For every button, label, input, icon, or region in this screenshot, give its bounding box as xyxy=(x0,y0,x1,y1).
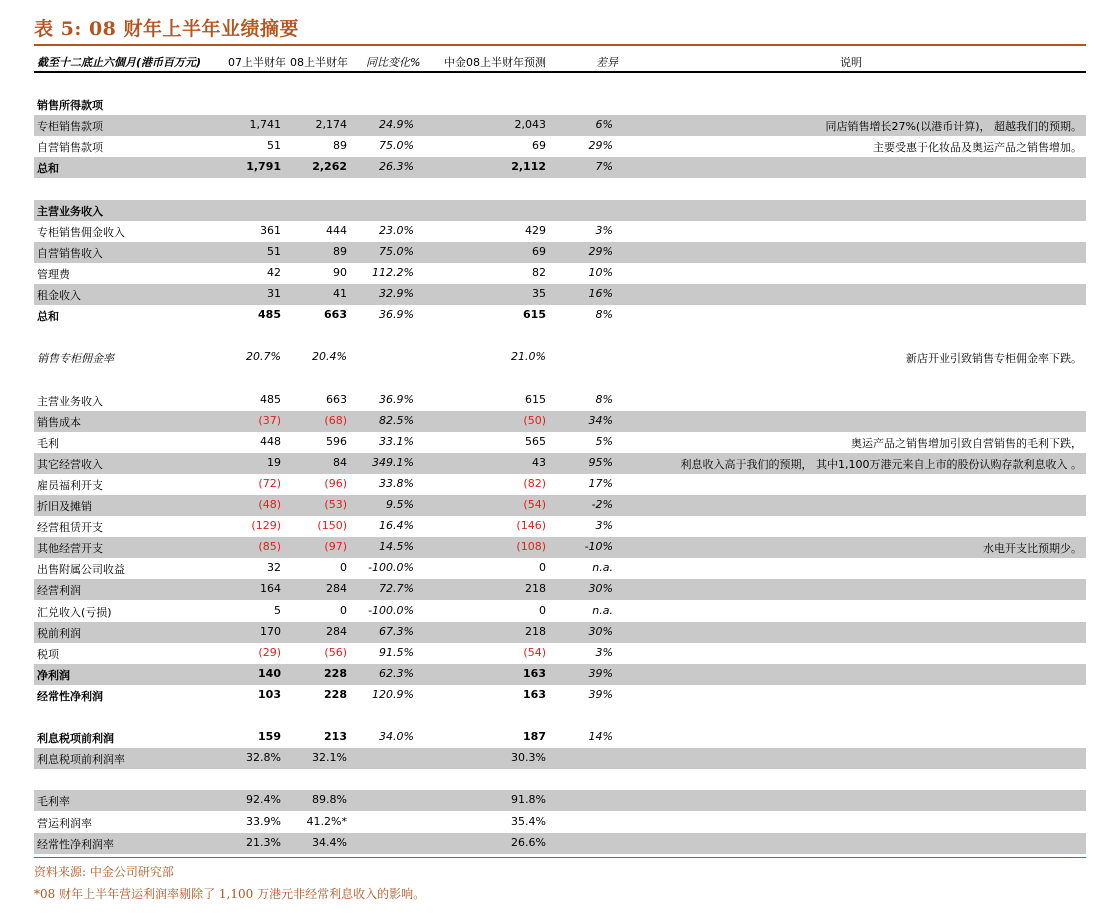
title-rule xyxy=(34,44,1086,46)
yoy-change: -100.0% xyxy=(368,603,414,617)
value-07: 5 xyxy=(274,603,281,617)
value-07: 140 xyxy=(258,666,281,680)
cicc-estimate: 69 xyxy=(532,244,546,258)
difference: 34% xyxy=(588,413,613,427)
row-label: 经常性净利润率 xyxy=(37,837,114,851)
value-07: 51 xyxy=(267,139,281,153)
value-08: 596 xyxy=(326,434,347,448)
header-col-yoy: 同比变化% xyxy=(366,56,421,69)
yoy-change: 9.5% xyxy=(386,498,414,511)
row-label: 毛利率 xyxy=(37,795,70,809)
value-07: 164 xyxy=(260,582,281,596)
table-row xyxy=(34,284,1086,305)
row-label: 经营租赁开支 xyxy=(37,521,103,535)
row-label: 主营业务收入 xyxy=(37,394,103,408)
difference: n.a. xyxy=(592,561,613,575)
table-row xyxy=(34,812,1086,833)
comment: 主要受惠于化妆品及奥运产品之销售增加。 xyxy=(873,141,1082,155)
value-07: 1,791 xyxy=(246,160,281,174)
yoy-change: 91.5% xyxy=(379,645,414,659)
yoy-change: 112.2% xyxy=(372,265,414,279)
value-08: 228 xyxy=(324,666,347,680)
cicc-estimate: 69 xyxy=(532,139,546,153)
cicc-estimate: 91.8% xyxy=(511,793,546,807)
yoy-change: 33.1% xyxy=(379,434,414,448)
yoy-change: 16.4% xyxy=(379,519,414,533)
value-07: 103 xyxy=(258,687,281,701)
row-label: 其他经营开支 xyxy=(37,542,103,556)
cicc-estimate: 615 xyxy=(523,308,546,322)
difference: 29% xyxy=(588,244,613,258)
table-row xyxy=(34,242,1086,263)
cicc-estimate: 0 xyxy=(539,561,546,575)
table-row xyxy=(34,495,1086,516)
spacer-row xyxy=(34,73,1086,94)
row-label: 主营业务收入 xyxy=(37,204,103,218)
cicc-estimate: (50) xyxy=(523,413,546,427)
difference: 6% xyxy=(595,118,613,132)
footnote: *08 财年上半年营运利润率剔除了 1,100 万港元非经常利息收入的影响。 xyxy=(34,887,426,901)
yoy-change: 120.9% xyxy=(372,687,414,701)
value-08: (56) xyxy=(324,645,347,659)
yoy-change: 34.0% xyxy=(379,730,414,744)
header-col-note: 说明 xyxy=(840,56,862,69)
table-row xyxy=(34,263,1086,284)
value-08: 34.4% xyxy=(312,835,347,849)
value-08: 284 xyxy=(326,624,347,638)
cicc-estimate: 0 xyxy=(539,603,546,617)
yoy-change: 14.5% xyxy=(379,540,414,554)
table-row xyxy=(34,453,1086,474)
row-label: 利息税项前利润率 xyxy=(37,753,125,767)
table-header xyxy=(34,50,1086,72)
row-label: 营运利润率 xyxy=(37,816,92,830)
difference: 16% xyxy=(588,287,613,300)
value-07: (37) xyxy=(258,413,281,427)
spacer-row xyxy=(34,326,1086,347)
value-08: 0 xyxy=(340,561,347,575)
difference: n.a. xyxy=(592,603,613,617)
cicc-estimate: 2,043 xyxy=(514,118,546,132)
table-row xyxy=(34,221,1086,242)
value-08: 228 xyxy=(324,687,347,701)
row-label: 汇兑收入(亏损) xyxy=(37,605,112,619)
cicc-estimate: 2,112 xyxy=(511,160,546,174)
row-label: 管理费 xyxy=(37,267,70,281)
value-07: 485 xyxy=(258,308,281,322)
value-07: 32.8% xyxy=(246,751,281,765)
row-label: 总和 xyxy=(37,162,59,176)
difference: 3% xyxy=(595,519,613,533)
table-row xyxy=(34,790,1086,811)
cicc-estimate: 187 xyxy=(523,730,546,744)
yoy-change: 36.9% xyxy=(379,308,414,322)
cicc-estimate: 429 xyxy=(525,223,546,237)
row-label: 销售专柜佣金率 xyxy=(37,352,114,366)
value-08: (150) xyxy=(317,519,347,533)
comment: 新店开业引致销售专柜佣金率下跌。 xyxy=(906,352,1082,366)
value-08: (68) xyxy=(324,413,347,427)
yoy-change: 26.3% xyxy=(379,160,414,174)
table-row xyxy=(34,537,1086,558)
table-row xyxy=(34,136,1086,157)
difference: 30% xyxy=(588,582,613,596)
spacer-row xyxy=(34,769,1086,790)
row-label: 毛利 xyxy=(37,436,59,450)
difference: 8% xyxy=(595,308,613,322)
table-row xyxy=(34,474,1086,495)
cicc-estimate: 35.4% xyxy=(511,814,546,828)
value-08: 32.1% xyxy=(312,751,347,765)
difference: 10% xyxy=(588,265,613,279)
cicc-estimate: 163 xyxy=(523,687,546,701)
row-label: 税前利润 xyxy=(37,626,81,640)
yoy-change: 32.9% xyxy=(379,287,414,300)
row-label: 经常性净利润 xyxy=(37,689,103,703)
row-label: 折旧及摊销 xyxy=(37,500,92,513)
source-note: 资料来源: 中金公司研究部 xyxy=(34,865,174,879)
value-08: 663 xyxy=(326,392,347,406)
table-row xyxy=(34,432,1086,453)
value-07: 20.7% xyxy=(246,350,281,364)
yoy-change: 82.5% xyxy=(379,413,414,427)
spacer-row xyxy=(34,706,1086,727)
header-col-est: 中金08上半财年预测 xyxy=(444,56,546,69)
value-08: 41 xyxy=(333,287,347,300)
value-08: 663 xyxy=(324,308,347,322)
cicc-estimate: 218 xyxy=(525,582,546,596)
cicc-estimate: 21.0% xyxy=(511,350,546,364)
comment: 利息收入高于我们的预期， 其中1,100万港元来自上市的股份认购存款利息收入 。 xyxy=(680,457,1082,471)
spacer-row xyxy=(34,368,1086,389)
cicc-estimate: (54) xyxy=(523,498,546,511)
table-row xyxy=(34,601,1086,622)
value-07: 1,741 xyxy=(249,118,281,132)
table-row xyxy=(34,833,1086,854)
value-08: (53) xyxy=(324,498,347,511)
value-07: (72) xyxy=(258,476,281,490)
yoy-change: 349.1% xyxy=(372,455,414,469)
value-07: 448 xyxy=(260,434,281,448)
value-08: 89 xyxy=(333,139,347,153)
value-07: 33.9% xyxy=(246,814,281,828)
row-label: 销售所得款项 xyxy=(37,99,103,113)
table-row xyxy=(34,664,1086,685)
row-label: 税项 xyxy=(37,647,59,661)
value-07: 170 xyxy=(260,624,281,638)
cicc-estimate: 218 xyxy=(525,624,546,638)
cicc-estimate: 35 xyxy=(532,287,546,300)
row-label: 雇员福利开支 xyxy=(37,478,103,492)
row-label: 销售成本 xyxy=(37,415,81,429)
value-07: (29) xyxy=(258,645,281,659)
comment: 水电开支比预期少。 xyxy=(983,542,1082,556)
value-08: 20.4% xyxy=(312,350,347,364)
value-07: 21.3% xyxy=(246,835,281,849)
row-label: 净利润 xyxy=(37,668,70,682)
section-header-row xyxy=(34,200,1086,221)
value-08: 90 xyxy=(333,265,347,279)
header-col-diff: 差异 xyxy=(596,56,618,69)
comment: 奥运产品之销售增加引致自营销售的毛利下跌， xyxy=(851,436,1082,450)
value-07: 51 xyxy=(267,244,281,258)
table-row xyxy=(34,516,1086,537)
difference: 29% xyxy=(588,139,613,153)
cicc-estimate: 43 xyxy=(532,455,546,469)
table-row xyxy=(34,685,1086,706)
row-label: 利息税项前利润 xyxy=(37,732,114,746)
cicc-estimate: 82 xyxy=(532,265,546,279)
difference: 5% xyxy=(595,434,613,448)
value-08: 213 xyxy=(324,730,347,744)
yoy-change: 36.9% xyxy=(379,392,414,406)
cicc-estimate: 26.6% xyxy=(511,835,546,849)
value-08: 89.8% xyxy=(312,793,347,807)
yoy-change: 72.7% xyxy=(379,582,414,596)
value-08: 84 xyxy=(333,455,347,469)
row-label: 专柜销售款项 xyxy=(37,120,103,134)
difference: 3% xyxy=(595,223,613,237)
value-08: 2,174 xyxy=(315,118,347,132)
value-08: (97) xyxy=(324,540,347,554)
value-08: 89 xyxy=(333,244,347,258)
value-07: (129) xyxy=(251,519,281,533)
table-row xyxy=(34,579,1086,600)
table-title: 表 5: 08 财年上半年业绩摘要 xyxy=(34,18,300,40)
bottom-rule xyxy=(34,857,1086,858)
yoy-change: 23.0% xyxy=(379,223,414,237)
yoy-change: 75.0% xyxy=(379,139,414,153)
value-07: 92.4% xyxy=(246,793,281,807)
value-08: 41.2%* xyxy=(306,814,347,828)
value-08: 2,262 xyxy=(312,160,347,174)
difference: 7% xyxy=(595,160,613,174)
header-label: 截至十二底止六個月(港币百万元) xyxy=(37,56,202,69)
cicc-estimate: 565 xyxy=(525,434,546,448)
row-label: 总和 xyxy=(37,310,59,324)
difference: 95% xyxy=(588,455,613,469)
difference: 8% xyxy=(595,392,613,406)
value-07: 19 xyxy=(267,455,281,469)
difference: -10% xyxy=(584,540,613,554)
value-07: 32 xyxy=(267,561,281,575)
value-07: 361 xyxy=(260,223,281,237)
row-label: 其它经营收入 xyxy=(37,457,103,471)
table-row xyxy=(34,390,1086,411)
table-row xyxy=(34,157,1086,178)
difference: 30% xyxy=(588,624,613,638)
row-label: 经营利润 xyxy=(37,584,81,598)
difference: 39% xyxy=(588,666,613,680)
yoy-change: 62.3% xyxy=(379,666,414,680)
spacer-row xyxy=(34,179,1086,200)
row-label: 专柜销售佣金收入 xyxy=(37,225,125,239)
cicc-estimate: 163 xyxy=(523,666,546,680)
cicc-estimate: (54) xyxy=(523,645,546,659)
yoy-change: 67.3% xyxy=(379,624,414,638)
table-row xyxy=(34,411,1086,432)
table-row xyxy=(34,748,1086,769)
value-07: (85) xyxy=(258,540,281,554)
value-07: (48) xyxy=(258,498,281,511)
value-08: (96) xyxy=(324,476,347,490)
comment: 同店销售增长27%(以港币计算)， 超越我们的预期。 xyxy=(825,120,1082,134)
value-08: 284 xyxy=(326,582,347,596)
row-label: 自营销售款项 xyxy=(37,141,103,155)
table-row xyxy=(34,305,1086,326)
difference: -2% xyxy=(591,498,613,511)
table-row xyxy=(34,727,1086,748)
difference: 3% xyxy=(595,645,613,659)
row-label: 自营销售收入 xyxy=(37,246,103,260)
header-col-08: 08上半财年 xyxy=(290,56,348,69)
section-header-row xyxy=(34,94,1086,115)
cicc-estimate: 615 xyxy=(525,392,546,406)
table-row xyxy=(34,115,1086,136)
cicc-estimate: (82) xyxy=(523,476,546,490)
header-col-07: 07上半财年 xyxy=(228,56,286,69)
yoy-change: -100.0% xyxy=(368,561,414,575)
yoy-change: 33.8% xyxy=(379,476,414,490)
row-label: 出售附属公司收益 xyxy=(37,563,125,577)
cicc-estimate: (146) xyxy=(516,519,546,533)
difference: 17% xyxy=(588,476,613,490)
difference: 39% xyxy=(588,687,613,701)
value-08: 444 xyxy=(326,223,347,237)
table-row xyxy=(34,558,1086,579)
yoy-change: 24.9% xyxy=(379,118,414,132)
value-07: 31 xyxy=(267,287,281,300)
value-07: 159 xyxy=(258,730,281,744)
table-row xyxy=(34,622,1086,643)
yoy-change: 75.0% xyxy=(379,244,414,258)
value-07: 485 xyxy=(260,392,281,406)
row-label: 租金收入 xyxy=(37,289,81,302)
value-08: 0 xyxy=(340,603,347,617)
value-07: 42 xyxy=(267,265,281,279)
cicc-estimate: (108) xyxy=(516,540,546,554)
difference: 14% xyxy=(588,730,613,744)
table-row xyxy=(34,347,1086,368)
cicc-estimate: 30.3% xyxy=(511,751,546,765)
table-row xyxy=(34,643,1086,664)
